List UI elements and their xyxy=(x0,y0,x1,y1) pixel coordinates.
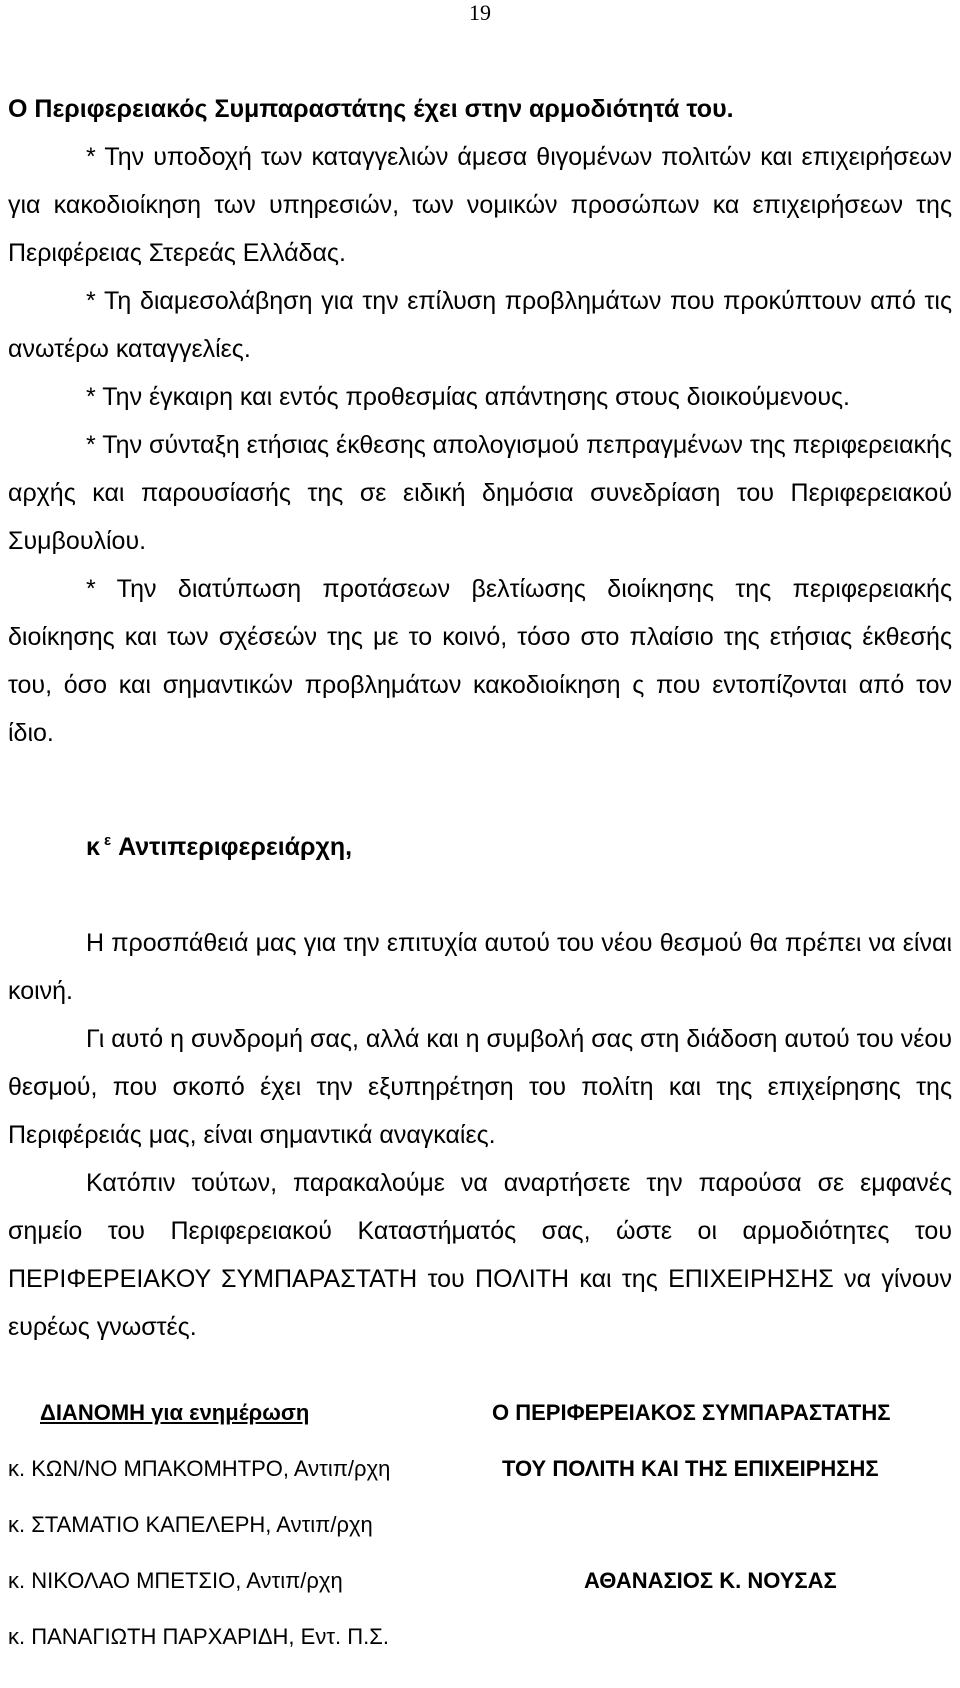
page-number: 19 xyxy=(469,0,491,25)
greeting-title: Αντιπεριφερειάρχη, xyxy=(118,833,353,861)
duty-item: * Τη διαμεσολάβηση για την επίλυση προβλημάτων που προκύπτουν από τις ανωτέρω καταγγελίες. xyxy=(8,287,952,363)
distribution-title: ΔΙΑΝΟΜΗ για ενημέρωση xyxy=(40,1400,310,1425)
recipient: κ. ΚΩΝ/ΝΟ ΜΠΑΚΟΜΗΤΡΟ, Αντιπ/ρχη xyxy=(8,1456,391,1481)
distribution-row xyxy=(8,1398,952,1454)
section-heading: Ο Περιφερειακός Συμπαραστάτης έχει στην αρμοδιότητά του. xyxy=(8,95,734,123)
duty-item: * Την σύνταξη ετήσιας έκθεσης απολογισμού πεπραγμένων της περιφερειακής αρχής και παρουσίασής της σε ειδική δημόσια συνεδρίαση του Περιφερειακού Συμβουλίου. xyxy=(8,431,952,555)
signature-name: ΑΘΑΝΑΣΙΟΣ Κ. ΝΟΥΣΑΣ xyxy=(584,1568,837,1593)
distribution-block xyxy=(8,1398,952,1678)
duty-item: * Την υποδοχή των καταγγελιών άμεσα θιγομένων πολιτών και επιχειρήσεων για κακοδιοίκηση των υπηρεσιών, των νομικών προσώπων κα επιχειρήσεων της Περιφέρειας Στερεάς Ελλάδας. xyxy=(8,143,952,267)
distribution-row xyxy=(8,1510,952,1566)
letter-paragraph: Η προσπάθειά μας για την επιτυχία αυτού του νέου θεσμού θα πρέπει να είναι κοινή. xyxy=(8,929,952,1005)
distribution-row xyxy=(8,1454,952,1510)
letter-body xyxy=(8,919,952,1351)
letter-paragraph: Κατόπιν τούτων, παρακαλούμε να αναρτήσετε την παρούσα σε εμφανές σημείο του Περιφερειακού Καταστήματός σας, ώστε οι αρμοδιότητες του ΠΕΡΙΦΕΡΕΙΑΚΟΥ ΣΥΜΠΑΡΑΣΤΑΤΗ του ΠΟΛΙΤΗ και της ΕΠΙΧΕΙΡΗΣΗΣ να γίνουν ευρέως γνωστές. xyxy=(8,1169,952,1341)
recipient: κ. ΠΑΝΑΓΙΩΤΗ ΠΑΡΧΑΡΙΔΗ, Εντ. Π.Σ. xyxy=(8,1624,389,1649)
recipient: κ. ΝΙΚΟΛΑΟ ΜΠΕΤΣΙΟ, Αντιπ/ρχη xyxy=(8,1568,343,1593)
distribution-row xyxy=(8,1622,952,1678)
letter-paragraph: Γι αυτό η συνδρομή σας, αλλά και η συμβολή σας στη διάδοση αυτού του νέου θεσμού, που σκοπό έχει την εξυπηρέτηση του πολίτη και της επιχείρησης της Περιφέρειάς μας, είναι σημαντικά αναγκαίες. xyxy=(8,1025,952,1149)
duty-item: * Την διατύπωση προτάσεων βελτίωσης διοίκησης της περιφερειακής διοίκησης και των σχέσεών της με το κοινό, τόσο στο πλαίσιο της ετήσιας έκθεσής του, όσο και σημαντικών προβλημάτων κακοδιοίκηση ς που εντοπίζονται από τον ίδιο. xyxy=(8,575,952,747)
greeting-superscript: ε xyxy=(103,832,112,849)
greeting-prefix: κ xyxy=(86,833,100,861)
signature-title-line1: Ο ΠΕΡΙΦΕΡΕΙΑΚΟΣ ΣΥΜΠΑΡΑΣΤΑΤΗΣ xyxy=(492,1400,891,1425)
recipient: κ. ΣΤΑΜΑΤΙΟ ΚΑΠΕΛΕΡΗ, Αντιπ/ρχη xyxy=(8,1512,373,1537)
signature-title-line2: ΤΟΥ ΠΟΛΙΤΗ ΚΑΙ ΤΗΣ ΕΠΙΧΕΙΡΗΣΗΣ xyxy=(502,1456,879,1481)
greeting xyxy=(86,817,952,865)
duty-item: * Την έγκαιρη και εντός προθεσμίας απάντησης στους διοικούμενους. xyxy=(86,383,851,411)
distribution-row xyxy=(8,1566,952,1622)
document-body xyxy=(8,85,952,1351)
